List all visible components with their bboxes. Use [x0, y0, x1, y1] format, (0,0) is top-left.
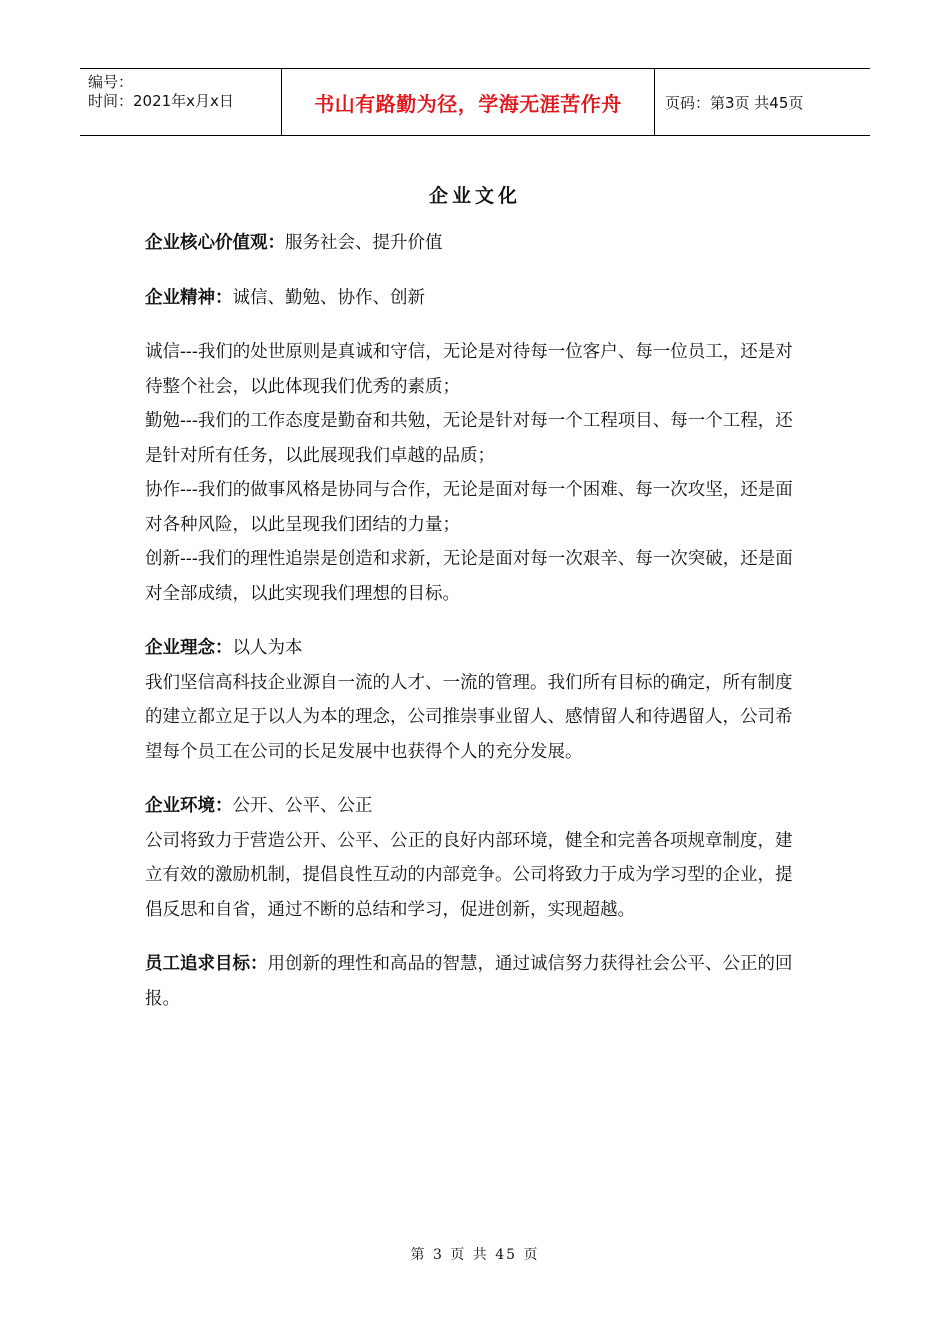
- environment-paragraph: [145, 789, 805, 824]
- number-label: 编号：: [88, 73, 134, 91]
- core-values-text: 服务社会、提升价值: [285, 233, 443, 253]
- header-page-cell: [655, 69, 870, 135]
- environment-text: 公开、公平、公正: [232, 796, 373, 816]
- document-title: 企业文化: [428, 185, 521, 207]
- employee-goal-paragraph: [145, 947, 805, 1016]
- document-body: [145, 226, 805, 1016]
- environment-body: 公司将致力于营造公开、公平、公正的良好内部环境，健全和完善各项规章制度，建立有效的激励机制，提倡良性互动的内部竞争。公司将致力于成为学习型的企业，提倡反思和自省，通过不断的总结和学习，促进创新，实现超越。: [145, 830, 793, 920]
- spirit-label: 企业精神：: [145, 287, 233, 308]
- header-meta-cell: [80, 69, 282, 135]
- spirit-paragraph: [145, 281, 805, 316]
- core-values-paragraph: [145, 226, 805, 261]
- philosophy-text: 以人为本: [232, 638, 303, 658]
- spirit-item-diligence: 勤勉---我们的工作态度是勤奋和共勉，无论是针对每一个工程项目、每一个工程，还是针对所有任务，以此展现我们卓越的品质；: [145, 411, 793, 466]
- spirit-text: 诚信、勤勉、协作、创新: [232, 287, 425, 308]
- environment-label: 企业环境：: [145, 796, 233, 816]
- philosophy-body: 我们坚信高科技企业源自一流的人才、一流的管理。我们所有目标的确定，所有制度的建立都立足于以人为本的理念，公司推崇事业留人、感情留人和待遇留人，公司希望每个员工在公司的长足发展中也获得个人的充分发展。: [145, 672, 793, 762]
- page-header: [80, 68, 870, 136]
- employee-goal-label: 员工追求目标：: [145, 954, 268, 974]
- spirit-item-collaboration: 协作---我们的做事风格是协同与合作，无论是面对每一个困难、每一次攻坚，还是面对各种风险，以此呈现我们团结的力量；: [145, 480, 793, 535]
- header-motto: 书山有路勤为径，学海无涯苦作舟: [314, 91, 622, 116]
- philosophy-paragraph: [145, 631, 805, 666]
- spirit-item-innovation: 创新---我们的理性追崇是创造和求新，无论是面对每一次艰辛、每一次突破，还是面对全部成绩，以此实现我们理想的目标。: [145, 549, 793, 604]
- header-motto-cell: [282, 69, 655, 135]
- spirit-item-integrity: 诚信---我们的处世原则是真诚和守信，无论是对待每一位客户、每一位员工，还是对待整个社会，以此体现我们优秀的素质；: [145, 342, 793, 397]
- employee-goal-text: 用创新的理性和高品的智慧，通过诚信努力获得社会公平、公正的回报。: [145, 954, 793, 1009]
- header-page-info: 页码：第3页 共45页: [665, 93, 804, 112]
- time-label: 时间：2021年x月x日: [88, 92, 234, 110]
- page-footer: 第 3 页 共 45 页: [410, 1247, 540, 1263]
- philosophy-label: 企业理念：: [145, 638, 233, 658]
- core-values-label: 企业核心价值观：: [145, 233, 285, 253]
